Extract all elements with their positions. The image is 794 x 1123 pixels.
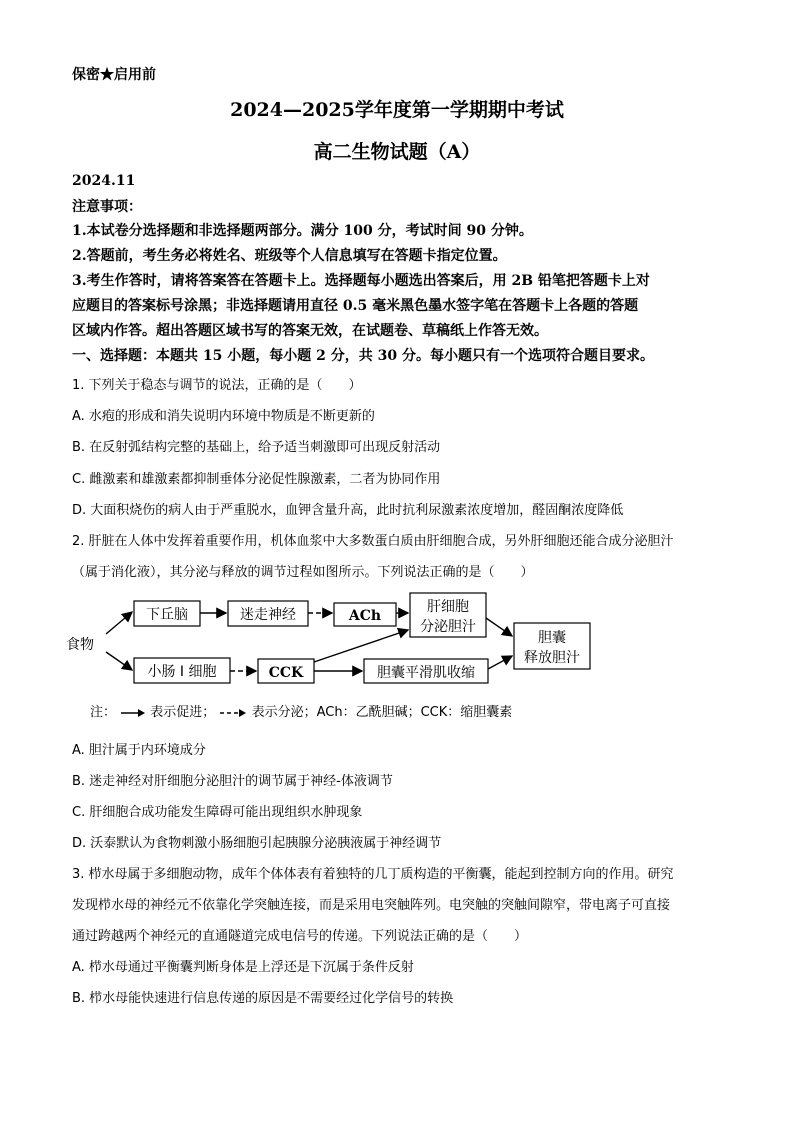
confidential-label: 保密★启用前 [72,67,156,83]
legend-prefix: 注： [90,705,117,720]
question-2-option-c: C. 肝细胞合成功能发生障碍可能出现组织水肿现象 [72,805,363,820]
liver-label-line1: 肝细胞 [427,599,469,615]
question-1-option-b: B. 在反射弧结构完整的基础上，给予适当刺激即可出现反射活动 [72,440,441,455]
exam-title: 2024—2025学年度第一学期期中考试 [230,99,564,121]
food-label: 食物 [66,637,94,653]
question-3-stem-line: 发现栉水母的神经元不依靠化学突触连接，而是采用电突触阵列。电突触的突触间隙窄，带电离子可直接 [72,898,671,913]
notice-line: 应题目的答案标号涂黑；非选择题请用直径 0.5 毫米黑色墨水签字笔在答题卡上各题的答题 [72,298,639,314]
notice-line: 2.答题前，考生务必将姓名、班级等个人信息填写在答题卡指定位置。 [72,248,507,264]
arrow-cck-liver [314,630,408,662]
intestine-label: 小肠 I 细胞 [147,664,217,680]
question-3-stem-line: 通过跨越两个神经元的直通隧道完成电信号的传递。下列说法正确的是（ ） [72,929,528,944]
vagus-label: 迷走神经 [240,607,296,623]
arrow-liver-gallbladder [486,618,512,636]
notice-line: 区域内作答。超出答题区域书写的答案无效，在试题卷、草稿纸上作答无效。 [72,323,548,339]
liver-label-line2: 分泌胆汁 [420,619,476,635]
question-2-option-a: A. 胆汁属于内环境成分 [72,743,206,758]
diagram-legend [90,701,512,720]
dashed-arrow-icon [219,708,247,718]
notice-heading: 注意事项： [72,199,142,215]
arrow-food-intestine [106,652,132,670]
question-1-option-d: D. 大面积烧伤的病人由于严重脱水，血钾含量升高，此时抗利尿激素浓度增加，醛固酮浓度降低 [72,503,624,518]
legend-promote: 表示促进； [150,705,216,720]
solid-arrow-icon [120,708,146,718]
cck-label: CCK [268,665,304,681]
exam-subtitle: 高二生物试题（A） [313,141,481,163]
hypothalamus-label: 下丘脑 [146,607,188,623]
arrow-food-hypothalamus [106,612,132,634]
gallbladder-label-line2: 释放胆汁 [524,650,580,666]
question-1-stem: 1. 下列关于稳态与调节的说法，正确的是（ ） [72,378,362,393]
question-2-stem-line: 2. 肝脏在人体中发挥着重要作用，机体血浆中大多数蛋白质由肝细胞合成，另外肝细胞还能合成分泌胆汁 [72,534,674,549]
question-3-stem-line: 3. 栉水母属于多细胞动物，成年个体体表有着独特的几丁质构造的平衡囊，能起到控制方向的作用。研究 [72,867,674,882]
question-1-option-c: C. 雌激素和雄激素都抑制垂体分泌促性腺激素，二者为协同作用 [72,472,441,487]
question-3-option-a: A. 栉水母通过平衡囊判断身体是上浮还是下沉属于条件反射 [72,960,414,975]
question-1-option-a: A. 水疱的形成和消失说明内环境中物质是不断更新的 [72,409,375,424]
notice-line: 1.本试卷分选择题和非选择题两部分。满分 100 分，考试时间 90 分钟。 [72,223,533,239]
arrow-smooth-gallbladder [488,656,512,669]
section-heading: 一、选择题：本题共 15 小题，每小题 2 分，共 30 分。每小题只有一个选项符合题目要求。 [72,348,654,364]
exam-date: 2024.11 [72,173,136,189]
question-2-stem-line: （属于消化液），其分泌与释放的调节过程如图所示。下列说法正确的是（ ） [72,565,534,580]
smooth-muscle-label: 胆囊平滑肌收缩 [377,665,475,681]
question-2-option-d: D. 沃泰默认为食物刺激小肠细胞引起胰腺分泌胰液属于神经调节 [72,836,442,851]
legend-secrete: 表示分泌；ACh：乙酰胆碱；CCK：缩胆囊素 [251,705,513,720]
question-2-option-b: B. 迷走神经对肝细胞分泌胆汁的调节属于神经-体液调节 [72,774,393,789]
notice-line: 3.考生作答时，请将答案答在答题卡上。选择题每小题选出答案后，用 2B 铅笔把答题卡上对 [72,273,650,289]
ach-label: ACh [348,608,382,624]
gallbladder-label-line1: 胆囊 [538,630,566,646]
question-3-option-b: B. 栉水母能快速进行信息传递的原因是不需要经过化学信号的转换 [72,991,454,1006]
